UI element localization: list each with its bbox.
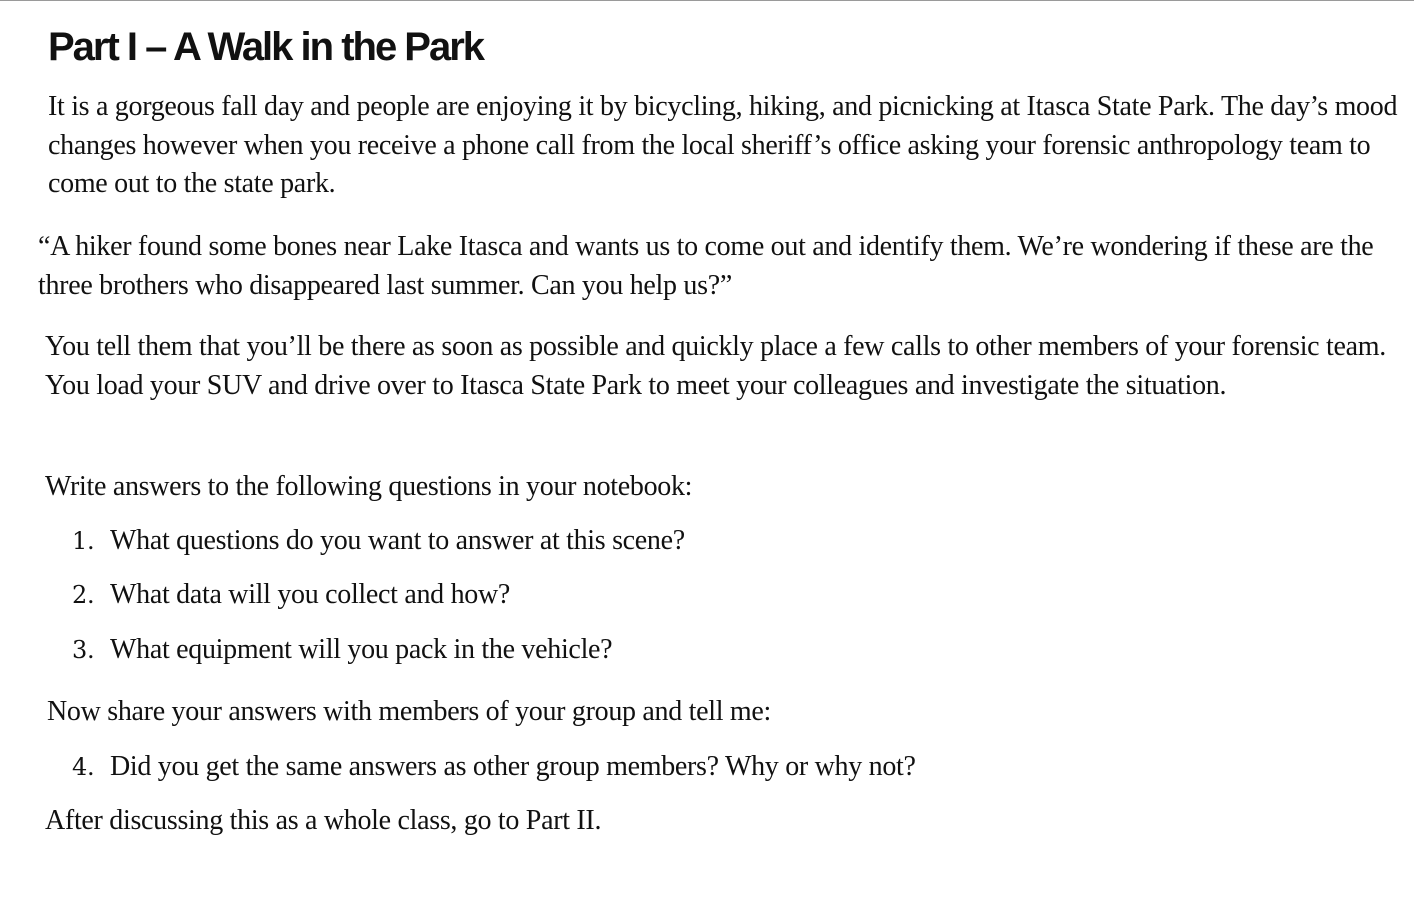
page-title: Part I – A Walk in the Park: [48, 25, 484, 69]
question-number: 4.: [72, 753, 95, 781]
question-number: 2.: [72, 581, 95, 609]
closing-instruction: After discussing this as a whole class, go to Part II.: [45, 805, 602, 836]
sheriff-quote-paragraph: “A hiker found some bones near Lake Itasca and wants us to come out and identify them. We’re wondering if these are the three brothers who disappeared last summer. Can you help us?”: [38, 231, 1374, 301]
question-text: Did you get the same answers as other group members? Why or why not?: [110, 751, 916, 782]
intro-paragraph: It is a gorgeous fall day and people are enjoying it by bicycling, hiking, and picnicking at Itasca State Park. The day’s mood changes however when you receive a phone call from the local sheriff’s office asking your forensic anthropology team to come out to the state park.: [48, 91, 1398, 199]
question-number: 3.: [72, 636, 95, 664]
question-text: What data will you collect and how?: [110, 579, 511, 610]
question-text: What questions do you want to answer at this scene?: [110, 525, 685, 556]
response-paragraph: You tell them that you’ll be there as soon as possible and quickly place a few calls to other members of your forensic team. You load your SUV and drive over to Itasca State Park to meet your colleagues and investigate the situation.: [45, 331, 1386, 401]
question-item: [72, 576, 510, 614]
notebook-instruction: Write answers to the following questions in your notebook:: [45, 471, 693, 502]
question-item: [72, 748, 916, 786]
question-number: 1.: [72, 527, 95, 555]
question-item: [72, 631, 612, 669]
question-item: [72, 522, 685, 560]
group-instruction: Now share your answers with members of your group and tell me:: [47, 696, 772, 727]
question-text: What equipment will you pack in the vehicle?: [110, 634, 613, 665]
